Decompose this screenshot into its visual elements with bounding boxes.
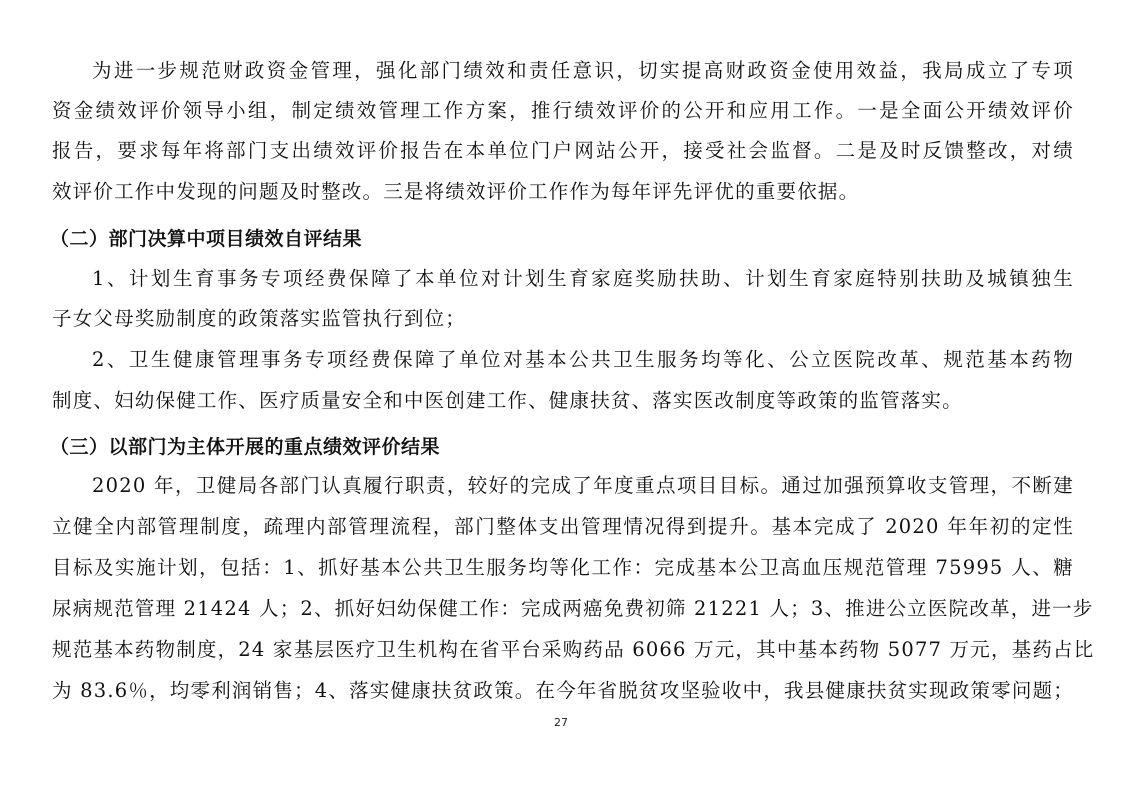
paragraph-line-11: 目标及实施计划，包括：1、抓好基本公共卫生服务均等化工作：完成基本公卫高血压规范管理 75995 人、糖 (52, 556, 1074, 579)
paragraph-line-14: 为 83.6％，均零利润销售；4、落实健康扶贫政策。在今年省脱贫攻坚验收中，我县健康扶贫实现政策零问题； (52, 679, 1074, 702)
document-page (50, 0, 1095, 793)
paragraph-line-1: 为进一步规范财政资金管理，强化部门绩效和责任意识，切实提高财政资金使用效益，我局成立了专项 (92, 59, 1074, 82)
page-number: 27 (554, 716, 568, 729)
section-heading-3: （三）以部门为主体开展的重点绩效评价结果 (50, 436, 441, 458)
paragraph-line-2: 资金绩效评价领导小组，制定绩效管理工作方案，推行绩效评价的公开和应用工作。一是全面公开绩效评价 (52, 99, 1074, 122)
paragraph-line-7: 2、卫生健康管理事务专项经费保障了单位对基本公共卫生服务均等化、公立医院改革、规范基本药物 (92, 348, 1074, 371)
paragraph-line-3: 报告，要求每年将部门支出绩效评价报告在本单位门户网站公开，接受社会监督。二是及时反馈整改，对绩 (52, 139, 1074, 162)
paragraph-line-8: 制度、妇幼保健工作、医疗质量安全和中医创建工作、健康扶贫、落实医改制度等政策的监管落实。 (52, 389, 963, 412)
paragraph-line-13: 规范基本药物制度，24 家基层医疗卫生机构在省平台采购药品 6066 万元，其中基本药物 5077 万元，基药占比 (52, 638, 1095, 661)
paragraph-line-12: 尿病规范管理 21424 人；2、抓好妇幼保健工作：完成两癌免费初筛 21221 人；3、推进公立医院改革，进一步 (52, 597, 1094, 620)
paragraph-line-5: 1、计划生育事务专项经费保障了本单位对计划生育家庭奖励扶助、计划生育家庭特别扶助及城镇独生 (92, 267, 1074, 290)
paragraph-line-6: 子女父母奖励制度的政策落实监管执行到位； (52, 307, 467, 330)
paragraph-line-9: 2020 年，卫健局各部门认真履行职责，较好的完成了年度重点项目目标。通过加强预算收支管理，不断建 (92, 474, 1074, 497)
section-heading-2: （二）部门决算中项目绩效自评结果 (50, 228, 363, 250)
paragraph-line-4: 效评价工作中发现的问题及时整改。三是将绩效评价工作作为每年评先评优的重要依据。 (52, 180, 860, 203)
paragraph-line-10: 立健全内部管理制度，疏理内部管理流程，部门整体支出管理情况得到提升。基本完成了 2020 年年初的定性 (52, 515, 1074, 538)
